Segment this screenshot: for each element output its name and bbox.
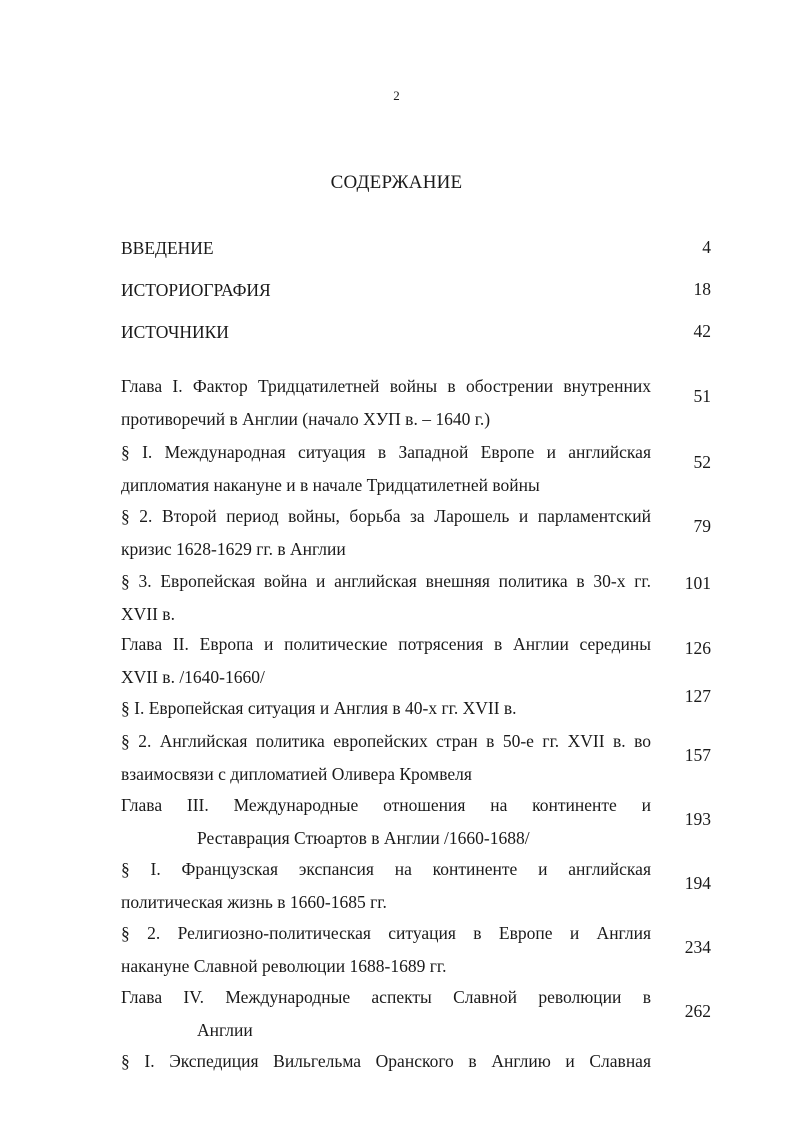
toc-entry-page: 52	[693, 452, 711, 472]
toc-entry-text: § I. Международная ситуация в Западной Европе и английская	[121, 442, 651, 462]
toc-entry-text: ИСТОРИОГРАФИЯ	[121, 280, 271, 300]
toc-entry-text: § 2. Второй период войны, борьба за Ларошель и парламентский	[121, 506, 651, 526]
toc-entry-page: 193	[684, 809, 711, 829]
toc-entry-text: противоречий в Англии (начало ХУП в. – 1640 г.)	[121, 409, 491, 429]
toc-entry-text: ВВЕДЕНИЕ	[121, 238, 214, 258]
toc-entry-text: XVII в. /1640-1660/	[121, 667, 265, 687]
toc-entry-page: 127	[684, 686, 711, 706]
toc-entry-text: § 2. Религиозно-политическая ситуация в Европе и Англия	[121, 923, 651, 943]
toc-entry-page: 234	[684, 937, 711, 957]
toc-entry-text: политическая жизнь в 1660-1685 гг.	[121, 892, 387, 912]
toc-entry-page: 42	[693, 321, 711, 341]
toc-entry-page: 51	[693, 386, 711, 406]
toc-entry-text: взаимосвязи с дипломатией Оливера Кромвеля	[121, 764, 472, 784]
toc-entry-text: XVII в.	[121, 604, 175, 624]
toc-entry-page: 4	[702, 237, 711, 257]
toc-entry-text: § 3. Европейская война и английская внешняя политика в 30-х гг.	[121, 571, 651, 591]
page-number: 2	[393, 88, 400, 103]
toc-entry-text: Реставрация Стюартов в Англии /1660-1688/	[197, 828, 530, 848]
toc-entry-text: накануне Славной революции 1688-1689 гг.	[121, 956, 447, 976]
toc-entry-page: 262	[684, 1001, 711, 1021]
toc-title: СОДЕРЖАНИЕ	[330, 172, 463, 193]
toc-entry-page: 79	[693, 516, 711, 536]
toc-entry-text: § I. Французская экспансия на континенте и английская	[121, 859, 651, 879]
toc-entry-text: Глава IV. Международные аспекты Славной революции в	[121, 987, 651, 1007]
toc-entry-text: § I. Европейская ситуация и Англия в 40-х гг. XVII в.	[121, 698, 517, 718]
toc-entry-page: 101	[684, 573, 711, 593]
toc-entry-page: 194	[684, 873, 711, 893]
toc-entry-text: § I. Экспедиция Вильгельма Оранского в Англию и Славная	[121, 1051, 651, 1071]
toc-entry-page: 157	[684, 745, 711, 765]
toc-entry-text: § 2. Английская политика европейских стран в 50-е гг. XVII в. во	[121, 731, 651, 751]
toc-entry-text: дипломатия накануне и в начале Тридцатилетней войны	[121, 475, 540, 495]
toc-entry-page: 18	[693, 279, 711, 299]
toc-entry-page: 126	[684, 638, 711, 658]
toc-entry-text: Глава II. Европа и политические потрясения в Англии середины	[121, 634, 651, 654]
toc-entry-text: Глава III. Международные отношения на континенте и	[121, 795, 651, 815]
toc-entry-text: Англии	[197, 1020, 253, 1040]
toc-entry-text: кризис 1628-1629 гг. в Англии	[121, 539, 346, 559]
toc-entry-text: ИСТОЧНИКИ	[121, 322, 229, 342]
toc-entry-text: Глава I. Фактор Тридцатилетней войны в обострении внутренних	[121, 376, 651, 396]
